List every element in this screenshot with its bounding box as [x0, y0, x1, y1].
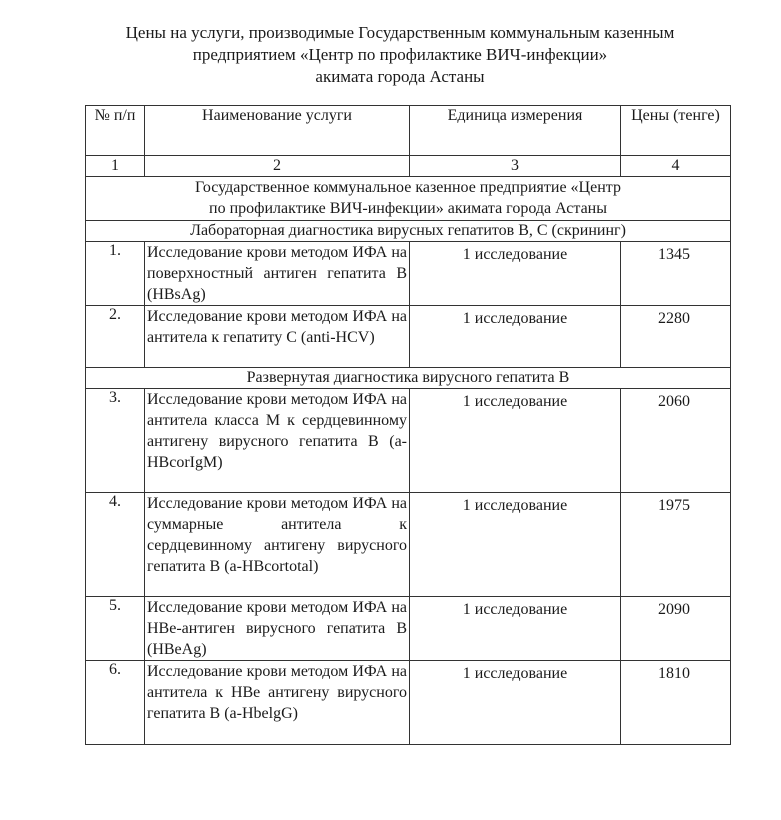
row-service-name: Исследование крови методом ИФА на антитела к HBe антигену вирусного гепатита В (a-HbelgG): [145, 661, 410, 745]
row-price: 1345: [621, 242, 731, 306]
col-number-2: 2: [145, 156, 410, 177]
header-unit: Единица измерения: [410, 106, 621, 156]
col-number-1: 1: [86, 156, 145, 177]
title-line-3: акимата города Астаны: [315, 67, 485, 86]
row-price: 1810: [621, 661, 731, 745]
header-price: Цены (тенге): [621, 106, 731, 156]
row-unit: 1 исследование: [410, 661, 621, 745]
table-row: [86, 389, 731, 493]
row-price: 2060: [621, 389, 731, 493]
table-row: [86, 661, 731, 745]
column-numbers-row: [86, 156, 731, 177]
section-row: [86, 368, 731, 389]
section-row: [86, 221, 731, 242]
header-num: № п/п: [86, 106, 145, 156]
row-num: 1.: [86, 242, 145, 306]
table-row: [86, 597, 731, 661]
price-table: [85, 105, 731, 745]
col-number-4: 4: [621, 156, 731, 177]
table-row: [86, 242, 731, 306]
row-unit: 1 исследование: [410, 242, 621, 306]
row-price: 2090: [621, 597, 731, 661]
header-name: Наименование услуги: [145, 106, 410, 156]
row-service-name: Исследование крови методом ИФА на HBe-антиген вирусного гепатита В (HBeAg): [145, 597, 410, 661]
row-num: 6.: [86, 661, 145, 745]
organization-line-1: Государственное коммунальное казенное предприятие «Центр: [195, 179, 621, 196]
document-title: [40, 22, 760, 88]
organization-line-2: по профилактике ВИЧ-инфекции» акимата города Астаны: [209, 200, 607, 217]
row-num: 4.: [86, 493, 145, 597]
row-service-name: Исследование крови методом ИФА на поверхностный антиген гепатита В (HBsAg): [145, 242, 410, 306]
row-service-name: Исследование крови методом ИФА на антитела к гепатиту С (anti-HCV): [145, 306, 410, 368]
table-row: [86, 306, 731, 368]
organization-cell: [86, 177, 731, 221]
section-title-screening: Лабораторная диагностика вирусных гепатитов В, С (скрининг): [86, 221, 731, 242]
row-num: 2.: [86, 306, 145, 368]
row-unit: 1 исследование: [410, 306, 621, 368]
row-service-name: Исследование крови методом ИФА на антитела класса М к сердцевинному антигену вирусного гепатита В (a-HBcorIgM): [145, 389, 410, 493]
col-number-3: 3: [410, 156, 621, 177]
title-line-2: предприятием «Центр по профилактике ВИЧ-инфекции»: [192, 45, 608, 64]
header-row: [86, 106, 731, 156]
row-unit: 1 исследование: [410, 493, 621, 597]
organization-row: [86, 177, 731, 221]
row-service-name: Исследование крови методом ИФА на суммарные антитела к сердцевинному антигену вирусного гепатита В (a-HBcortotal): [145, 493, 410, 597]
table-row: [86, 493, 731, 597]
row-price: 1975: [621, 493, 731, 597]
section-title-hepatitis-b: Развернутая диагностика вирусного гепатита В: [86, 368, 731, 389]
title-line-1: Цены на услуги, производимые Государственным коммунальным казенным: [125, 23, 675, 42]
row-num: 3.: [86, 389, 145, 493]
row-num: 5.: [86, 597, 145, 661]
row-price: 2280: [621, 306, 731, 368]
row-unit: 1 исследование: [410, 389, 621, 493]
row-unit: 1 исследование: [410, 597, 621, 661]
